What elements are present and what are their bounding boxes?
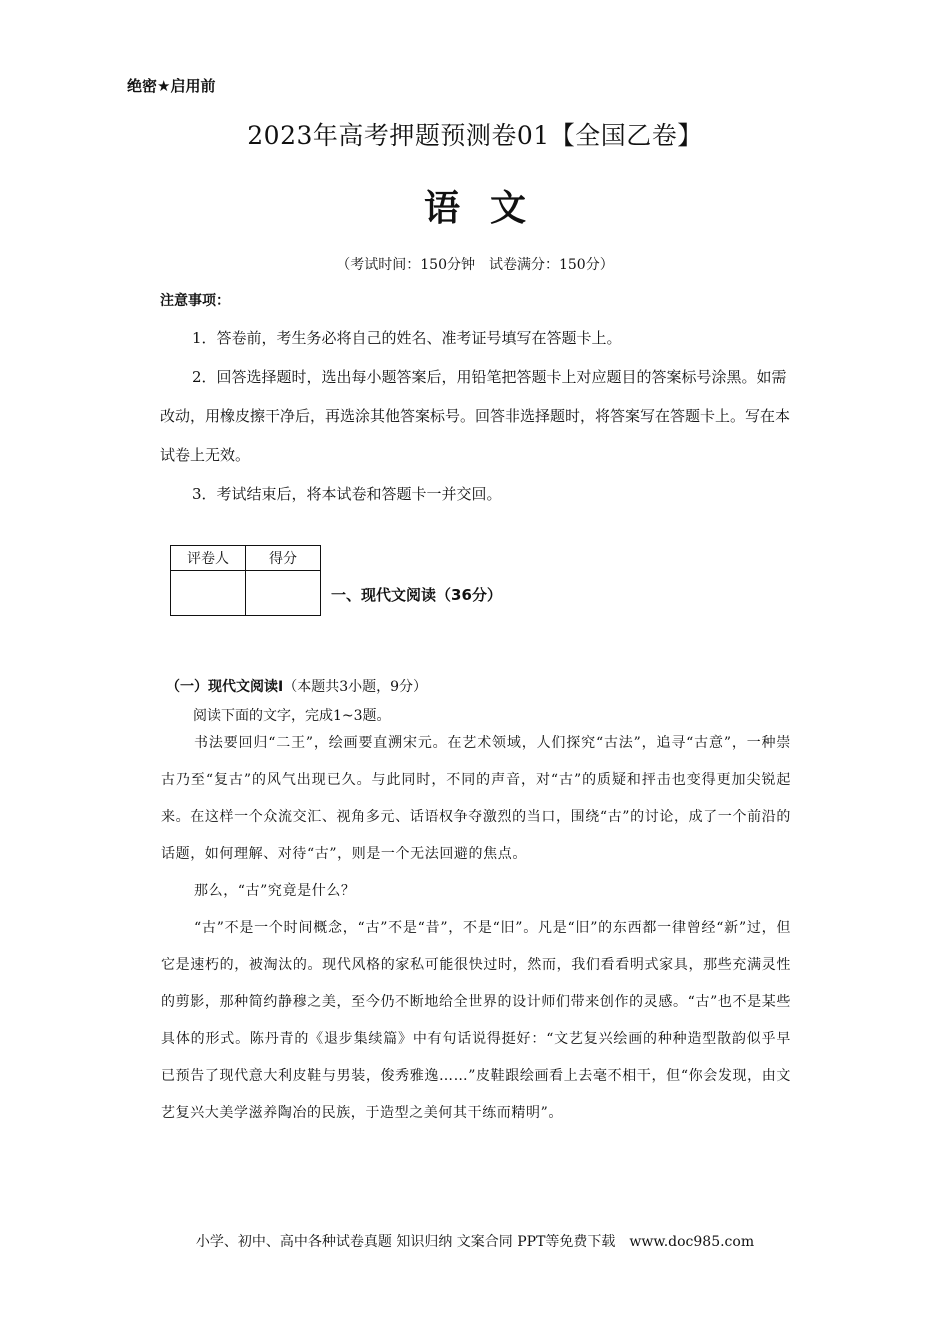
passage-paragraph: 那么，“古”究竟是什么？ <box>194 883 356 899</box>
reading-instruction: 阅读下面的文字，完成1~3题。 <box>193 708 391 724</box>
part-detail: （本题共3小题，9分） <box>283 679 428 695</box>
notice-heading: 注意事项： <box>160 293 230 309</box>
score-table <box>170 545 321 616</box>
score-header: 得分 <box>246 546 321 571</box>
notice-item: 2．回答选择题时，选出每小题答案后，用铅笔把答题卡上对应题目的答案标号涂黑。如需改动，用橡皮擦干净后，再选涂其他答案标号。回答非选择题时，将答案写在答题卡上。写在本试卷上无效。 <box>160 368 791 464</box>
notice-item: 1．答卷前，考生务必将自己的姓名、准考证号填写在答题卡上。 <box>192 329 622 347</box>
exam-title: 2023年高考押题预测卷01【全国乙卷】 <box>247 121 703 150</box>
passage-paragraph: “古”不是一个时间概念，“古”不是“昔”，不是“旧”。凡是“旧”的东西都一律曾经“新”过，但它是速朽的，被淘汰的。现代风格的家私可能很快过时，然而，我们看看明式家具，那些充满灵性的剪影，那种简约静穆之美，至今仍不断地给全世界的设计师们带来创作的灵感。“古”也不是某些具体的形式。陈丹青的《退步集续篇》中有句话说得挺好：“文艺复兴绘画的种种造型散韵似乎早已预告了现代意大利皮鞋与男装，俊秀雅逸……”皮鞋跟绘画看上去毫不相干，但“你会发现，由文艺复兴大美学滋养陶冶的民族，于造型之美何其干练而精明”。 <box>161 920 791 1121</box>
exam-info: （考试时间：150分钟 试卷满分：150分） <box>336 257 614 273</box>
grader-header: 评卷人 <box>171 546 246 571</box>
reading-passage <box>161 725 791 1132</box>
grader-cell <box>171 571 246 616</box>
footer-text: 小学、初中、高中各种试卷真题 知识归纳 文案合同 PPT等免费下载 www.doc985.com <box>195 1234 755 1250</box>
notice-list <box>160 319 790 514</box>
confidential-label: 绝密★启用前 <box>127 77 216 95</box>
section-title: 一、现代文阅读（36分） <box>331 586 502 604</box>
part-label: （一）现代文阅读I <box>166 679 284 695</box>
subject-title: 语文 <box>423 188 556 229</box>
notice-item: 3．考试结束后，将本试卷和答题卡一并交回。 <box>192 485 502 503</box>
passage-paragraph: 书法要回归“二王”，绘画要直溯宋元。在艺术领域，人们探究“古法”，追寻“古意”，一种崇古乃至“复古”的风气出现已久。与此同时，不同的声音，对“古”的质疑和抨击也变得更加尖锐起来。在这样一个众流交汇、视角多元、话语权争夺激烈的当口，围绕“古”的讨论，成了一个前沿的话题，如何理解、对待“古”，则是一个无法回避的焦点。 <box>161 735 791 862</box>
score-cell <box>246 571 321 616</box>
part-heading <box>166 676 427 696</box>
